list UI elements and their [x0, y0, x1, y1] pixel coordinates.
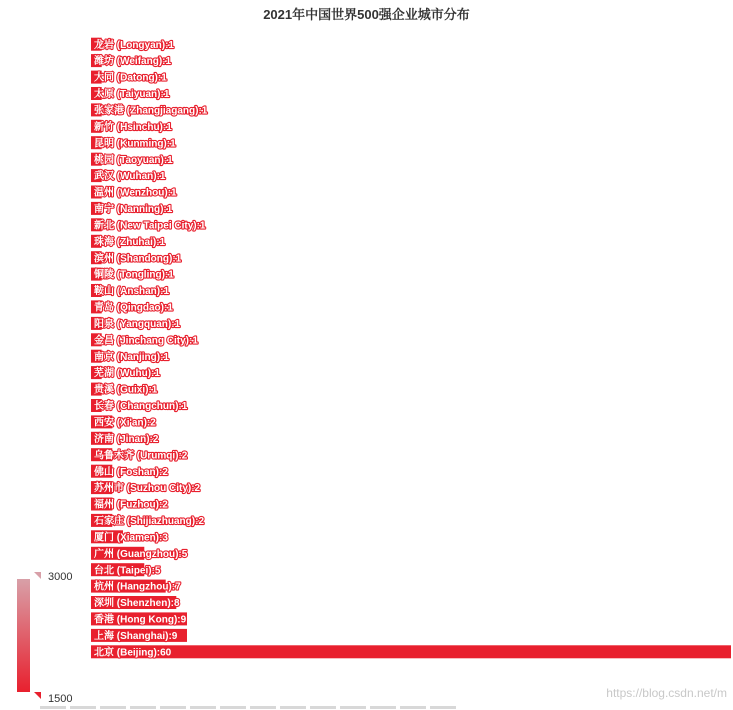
bar-label: 佛山 (Foshan):2 [94, 466, 168, 478]
bar-label: 桃园 (Taoyuan):1 [94, 154, 173, 166]
bar-label: 太原 (Taiyuan):1 [94, 89, 170, 101]
bar-label: 上海 (Shanghai):9 [94, 631, 178, 642]
bar-label: 济南 (Jinan):2 [94, 433, 159, 445]
bar-label: 厦门 (Xiamen):3 [94, 532, 168, 544]
bar-label: 石家庄 (Shijiazhuang):2 [94, 516, 204, 527]
bar-label: 芜湖 (Wuhu):1 [94, 368, 160, 380]
bar-label: 大同 (Datong):1 [94, 72, 167, 84]
bar-label: 珠海 (Zhuhai):1 [94, 236, 166, 248]
bar-label: 深圳 (Shenzhen):8 [94, 598, 180, 610]
visual-map-handle-top[interactable] [34, 572, 41, 579]
bar-label: 阳泉 (Yangquan):1 [94, 319, 181, 330]
bar-label: 福州 (Fuzhou):2 [94, 499, 168, 511]
visual-map-handle-bottom[interactable] [34, 692, 41, 699]
visual-map-bar[interactable] [17, 579, 30, 692]
chart-title: 2021年中国世界500强企业城市分布 [263, 7, 470, 22]
bar-label: 温州 (Wenzhou):1 [94, 187, 177, 199]
bar-label: 北京 (Beijing):60 [94, 647, 172, 659]
bar-label: 长春 (Changchun):1 [94, 401, 188, 413]
bar-label: 昆明 (Kunming):1 [94, 138, 176, 150]
bar-label: 南京 (Nanjing):1 [94, 351, 169, 363]
bar-label: 杭州 (Hangzhou):7 [94, 581, 181, 593]
bar-label: 张家港 (Zhangjiagang):1 [94, 105, 208, 117]
bar-label: 铜陵 (Tongling):1 [94, 269, 174, 281]
watermark: https://blog.csdn.net/m [606, 686, 727, 700]
visual-map-min-label: 1500 [48, 693, 73, 705]
bar-label: 南宁 (Nanning):1 [94, 204, 173, 215]
bar-label: 新北 (New Taipei City):1 [94, 220, 206, 232]
bar-label: 新竹 (Hsinchu):1 [94, 121, 172, 133]
bar-label: 青岛 (Qingdao):1 [94, 302, 173, 314]
bar-label: 武汉 (Wuhan):1 [94, 171, 166, 183]
bar-label: 金昌 (Jinchang City):1 [94, 335, 198, 347]
bar-label: 潍坊 (Weifang):1 [94, 56, 172, 68]
bar-label: 滨州 (Shandong):1 [94, 253, 182, 265]
bar-label: 贵溪 (Guixi):1 [94, 384, 158, 396]
bar-label: 香港 (Hong Kong):9 [94, 614, 187, 626]
bar-label: 苏州市 (Suzhou City):2 [94, 483, 201, 495]
bottom-strip [40, 706, 460, 709]
bar-label: 台北 (Taipei):5 [94, 565, 161, 577]
bar-label: 龙岩 (Longyan):1 [94, 39, 174, 51]
bar[interactable] [91, 645, 731, 658]
bar-label: 乌鲁木齐 (Urumqi):2 [94, 450, 188, 462]
bar-label: 鞍山 (Anshan):1 [94, 286, 169, 298]
bar-label: 西安 (Xi'an):2 [94, 417, 156, 429]
visual-map-max-label: 3000 [48, 571, 73, 583]
bar-label: 广州 (Guangzhou):5 [94, 548, 188, 560]
